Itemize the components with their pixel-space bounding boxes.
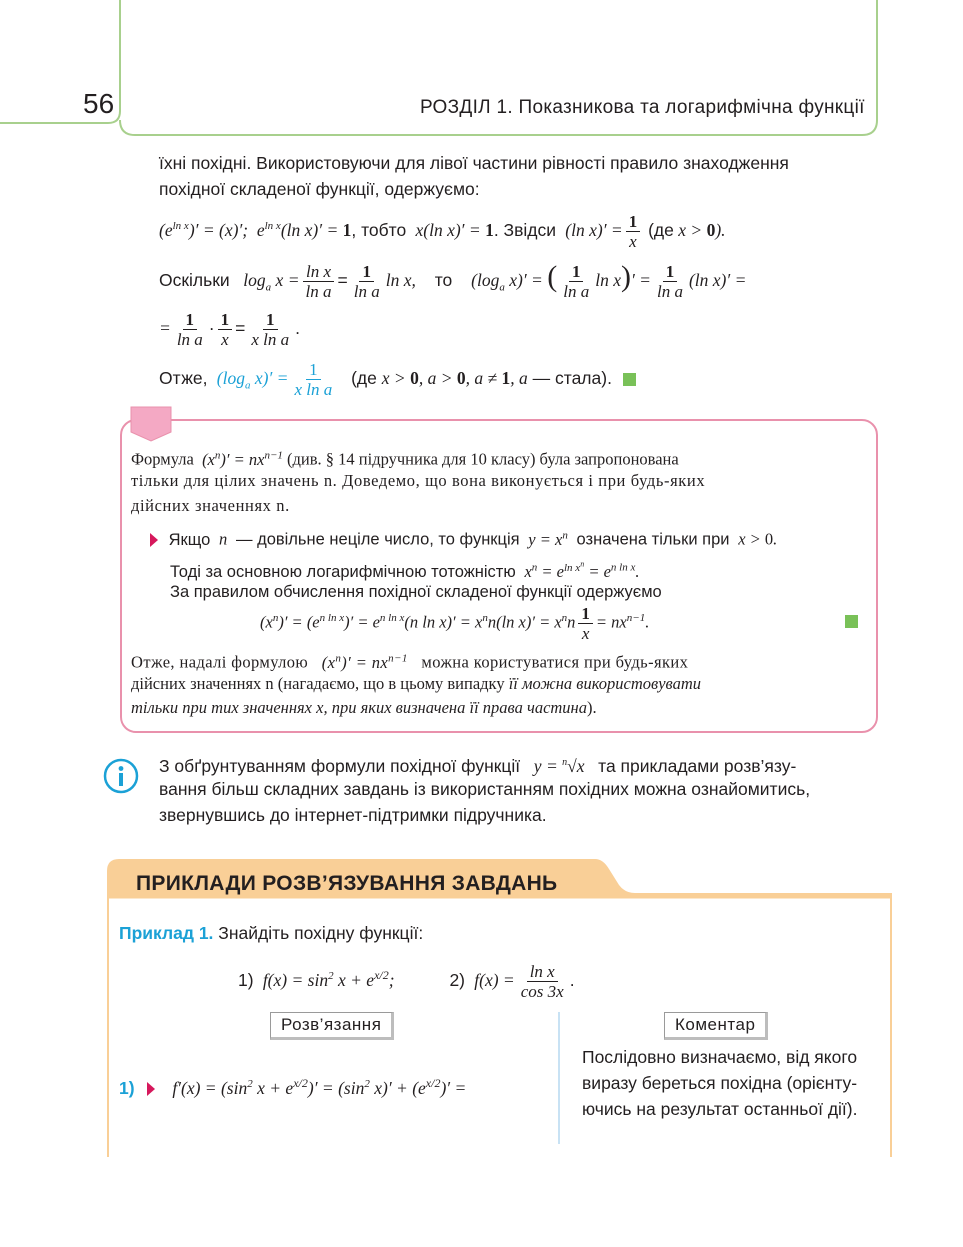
comment-label: Коментар: [664, 1012, 768, 1040]
fraction-1-over-x: $\frac{1}{x}$: [626, 212, 641, 251]
zvidsy-text: . Звідси: [493, 220, 557, 241]
formula-line-3: = $\frac{1}{\text{ln a}}$ · $\frac{1}{x}$ = $\frac{1}{\text{x ln a}}$ .: [159, 310, 301, 349]
intro-line-2: похідної складеної функції, одержуємо:: [159, 179, 480, 199]
de-text-1: (де: [648, 220, 674, 241]
formula-word: Формула: [131, 449, 194, 469]
note-line-2: тільки для цілих значень n. Доведемо, що вона виконується і при будь-яких: [131, 471, 706, 490]
formula-line-4: Отже, ($\log_a$ x)′ = $\frac{1}{\text{x ln a}}$ (де x > 0, a > 0, a ≠ 1, a — стала).: [159, 360, 636, 399]
solution-step-1: 1) $f'(x) = (\sin^2$ $x + e^{x/2})' = (\sin^2$ $x)' + (e^{x/2})'$ =: [119, 1076, 467, 1098]
conclusion-end: ).: [587, 698, 597, 717]
bullet-line-2: Тоді за основною логарифмічною тотожністю $x^n = e^{ln x^n} = e^{n ln x}$.: [170, 559, 640, 582]
note-line-1-rest: (див. § 14 підручника для 10 класу) була запропонована: [287, 449, 679, 469]
item-1-label: 1): [238, 970, 254, 991]
info-icon: [102, 757, 140, 795]
chapter-title: РОЗДІЛ 1. Показникова та логарифмічна функції: [420, 97, 865, 118]
comment-line-3: ючись на результат останньої дії).: [582, 1099, 858, 1119]
info-line-1a: З обґрунтуванням формули похідної функції: [159, 755, 521, 776]
bullet-if: Якщо: [168, 530, 211, 549]
bookmark-icon: [130, 406, 172, 442]
page-number: 56: [83, 88, 115, 119]
example-items: 1) $f(x) = \sin^2 x + e^{x/2}$; 2) f(x) = $\frac{\text{ln x}}{\cos 3x}$ .: [238, 962, 575, 1001]
de-text-2: (де: [351, 368, 377, 389]
conclusion-2a: дійсних значеннях n (нагадаємо, що в цьому випадку: [131, 674, 505, 693]
bullet-line-2-text: Тоді за основною логарифмічною тотожністю: [170, 563, 516, 582]
bullet-line-1: Якщо n — довільне неціле число, то функція $y = x^n$ означена тільки при x > 0.: [150, 522, 777, 553]
conclusion-line-1: Отже, надалі формулою $(x^n)' = nx^{n-1}$ можна користуватися при будь-яких: [131, 652, 689, 672]
oskilky-text: Оскільки: [159, 270, 230, 291]
conclusion-line-3: [131, 696, 597, 720]
arrow-icon: [150, 533, 158, 547]
comment-line-1: Послідовно визначаємо, від якого: [582, 1047, 858, 1067]
formula-line-1: $(e^{ln x})' = (x)'$; $e^{ln x}(\ln$ x)′ = 1, тобто x(ln x)′ = 1. Звідси (ln x)′ = $\frac{1}{x}$ (де x > 0).: [159, 212, 726, 251]
bullet-line-3: За правилом обчислення похідної складеної функції одержуємо: [170, 583, 662, 601]
to-text: то: [434, 270, 453, 291]
formula-line-2: Оскільки $\log_a x$ = $\frac{\text{ln x}}{\text{ln a}}$ = $\frac{1}{\text{ln a}}$ ln x, то ($\log_a$ x)′ = ( $\frac{1}{\text{ln a}}$ ln x)′ = $\frac{1}{\text{ln a}}$ (ln x)′ =: [159, 260, 747, 301]
item-2-label: 2): [449, 970, 465, 991]
comment-line-2: виразу береться похідна (орієнту-: [582, 1073, 858, 1093]
info-line-2: вання більш складних завдань із використанням похідних можна ознайомитись,: [159, 779, 811, 799]
bullet-derivation: $(x^n)' = (e^{n ln x})' = e^{n ln x}(n$ $\ln x)' = x^nn(\ln$ $x)' = x^nn$ $\frac{1}{x}$ = $nx^{n-1}$.: [260, 604, 650, 643]
conclusion-a: Отже, надалі формулою: [131, 652, 309, 672]
otzhe-text: Отже,: [159, 368, 208, 389]
conclusion-line-2: [131, 672, 701, 696]
info-line-3: звернувшись до інтернет-підтримки підручника.: [159, 805, 547, 825]
example-task: Знайдіть похідну функції:: [218, 923, 424, 943]
info-line-1b: та прикладами розв’язу-: [598, 755, 797, 776]
step-arrow-icon: [147, 1082, 155, 1096]
conclusion-3: тільки при тих значеннях x, при яких визначена її права частина: [131, 698, 587, 717]
example-label: Приклад 1.: [119, 923, 214, 943]
column-divider: [558, 1012, 560, 1144]
solution-label: Розв’язання: [270, 1012, 394, 1040]
end-of-proof-marker: [623, 373, 636, 386]
end-of-proof-marker-2: [845, 615, 858, 628]
note-line-3: дійсних значеннях n.: [131, 496, 290, 515]
example-heading: [119, 920, 423, 946]
note-line-1: Формула $(x^n)' = nx^{n-1}$ (див. § 14 підручника для 10 класу) була запропонована: [131, 449, 679, 469]
stala-text: — стала).: [532, 368, 612, 389]
bullet-end: означена тільки при: [576, 530, 730, 549]
bullet-middle: — довільне неціле число, то функція: [235, 530, 520, 549]
conclusion-2b: її можна використовувати: [508, 674, 701, 693]
header-frame: [0, 0, 963, 140]
info-line-1: З обґрунтуванням формули похідної функції y = $^n$√x та прикладами розв’язу-: [159, 755, 797, 776]
tobto-text: , тобто: [351, 220, 407, 241]
intro-line-1: їхні похідні. Використовуючи для лівої частини рівності правило знаходження: [159, 153, 789, 173]
conclusion-b: можна користуватися при будь-яких: [421, 652, 689, 672]
step-label: 1): [119, 1077, 135, 1098]
section-title: ПРИКЛАДИ РОЗВ’ЯЗУВАННЯ ЗАВДАНЬ: [136, 872, 558, 895]
